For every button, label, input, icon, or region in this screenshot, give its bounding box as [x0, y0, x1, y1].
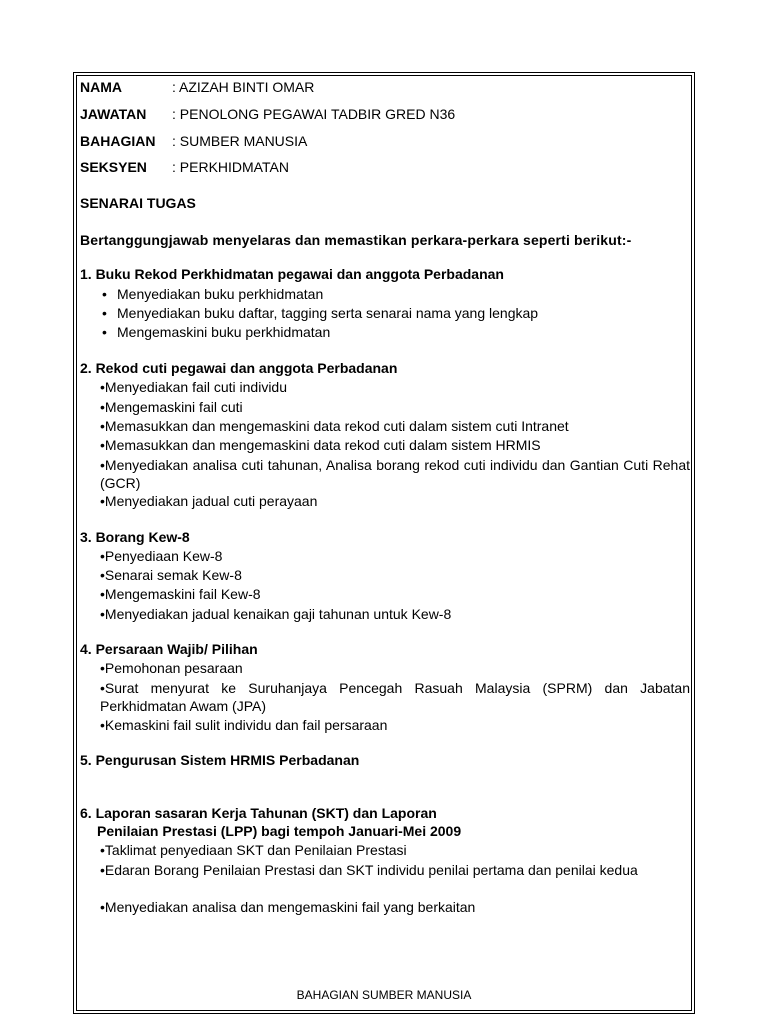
- list-item-text: Menyediakan buku perkhidmatan: [117, 286, 324, 302]
- field-value: : AZIZAH BINTI OMAR: [172, 79, 315, 95]
- list-item: [102, 323, 692, 341]
- section-heading-6: 6. Laporan sasaran Kerja Tahunan (SKT) dan Laporan: [80, 805, 437, 821]
- list-item: •Edaran Borang Penilaian Prestasi dan SKT individu penilai pertama dan penilai kedua: [100, 862, 638, 878]
- list-item: •Senarai semak Kew-8: [100, 567, 242, 583]
- field-bahagian: [80, 131, 307, 151]
- bullet-icon: •: [102, 324, 107, 340]
- field-value: : SUMBER MANUSIA: [172, 133, 308, 149]
- list-item: •Memasukkan dan mengemaskini data rekod cuti dalam sistem HRMIS: [100, 437, 541, 453]
- list-item: •Memasukkan dan mengemaskini data rekod cuti dalam sistem cuti Intranet: [100, 418, 569, 434]
- bullet-icon: •: [102, 286, 107, 302]
- list-item: •Pemohonan pesaraan: [100, 660, 243, 676]
- bullet-icon: •: [102, 305, 107, 321]
- list-title: SENARAI TUGAS: [80, 195, 196, 211]
- list-item: •Menyediakan analisa cuti tahunan, Analisa borang rekod cuti individu dan Gantian Cuti Rehat (GCR): [100, 457, 690, 491]
- section-heading-5: 5. Pengurusan Sistem HRMIS Perbadanan: [80, 752, 360, 768]
- field-nama: [80, 77, 314, 97]
- list-item: •Menyediakan fail cuti individu: [100, 379, 288, 395]
- list-item: •Mengemaskini fail cuti: [100, 399, 243, 415]
- page-footer: BAHAGIAN SUMBER MANUSIA: [296, 988, 472, 1002]
- list-item-text: Menyediakan buku daftar, tagging serta senarai nama yang lengkap: [117, 305, 539, 321]
- field-label: NAMA: [80, 79, 122, 95]
- intro-statement: Bertanggungjawab menyelaras dan memastikan perkara-perkara seperti berikut:-: [80, 232, 632, 248]
- list-item: •Surat menyurat ke Suruhanjaya Pencegah Rasuah Malaysia (SPRM) dan Jabatan Perkhidmatan Awam (JPA): [100, 680, 690, 714]
- field-jawatan: [80, 104, 455, 124]
- list-item: •Penyediaan Kew-8: [100, 548, 223, 564]
- section-heading-3: 3. Borang Kew-8: [80, 529, 190, 545]
- section-heading-2: 2. Rekod cuti pegawai dan anggota Perbadanan: [80, 360, 398, 376]
- list-item-text: Mengemaskini buku perkhidmatan: [117, 324, 331, 340]
- field-label: JAWATAN: [80, 106, 147, 122]
- section-heading-1: 1. Buku Rekod Perkhidmatan pegawai dan anggota Perbadanan: [80, 266, 504, 282]
- section-heading-4: 4. Persaraan Wajib/ Pilihan: [80, 641, 258, 657]
- field-label: SEKSYEN: [80, 159, 147, 175]
- list-item: [102, 285, 692, 303]
- list-item: •Taklimat penyediaan SKT dan Penilaian Prestasi: [100, 842, 407, 858]
- list-item: •Kemaskini fail sulit individu dan fail persaraan: [100, 717, 388, 733]
- field-label: BAHAGIAN: [80, 133, 156, 149]
- field-value: : PERKHIDMATAN: [172, 159, 289, 175]
- list-item: [102, 304, 692, 322]
- field-seksyen: [80, 157, 289, 177]
- list-item: •Menyediakan analisa dan mengemaskini fail yang berkaitan: [100, 899, 476, 915]
- list-item: •Mengemaskini fail Kew-8: [100, 586, 261, 602]
- list-item: •Menyediakan jadual kenaikan gaji tahunan untuk Kew-8: [100, 606, 452, 622]
- section-heading-6-continued: Penilaian Prestasi (LPP) bagi tempoh Januari-Mei 2009: [97, 823, 462, 839]
- field-value: : PENOLONG PEGAWAI TADBIR GRED N36: [172, 106, 456, 122]
- list-item: •Menyediakan jadual cuti perayaan: [100, 493, 318, 509]
